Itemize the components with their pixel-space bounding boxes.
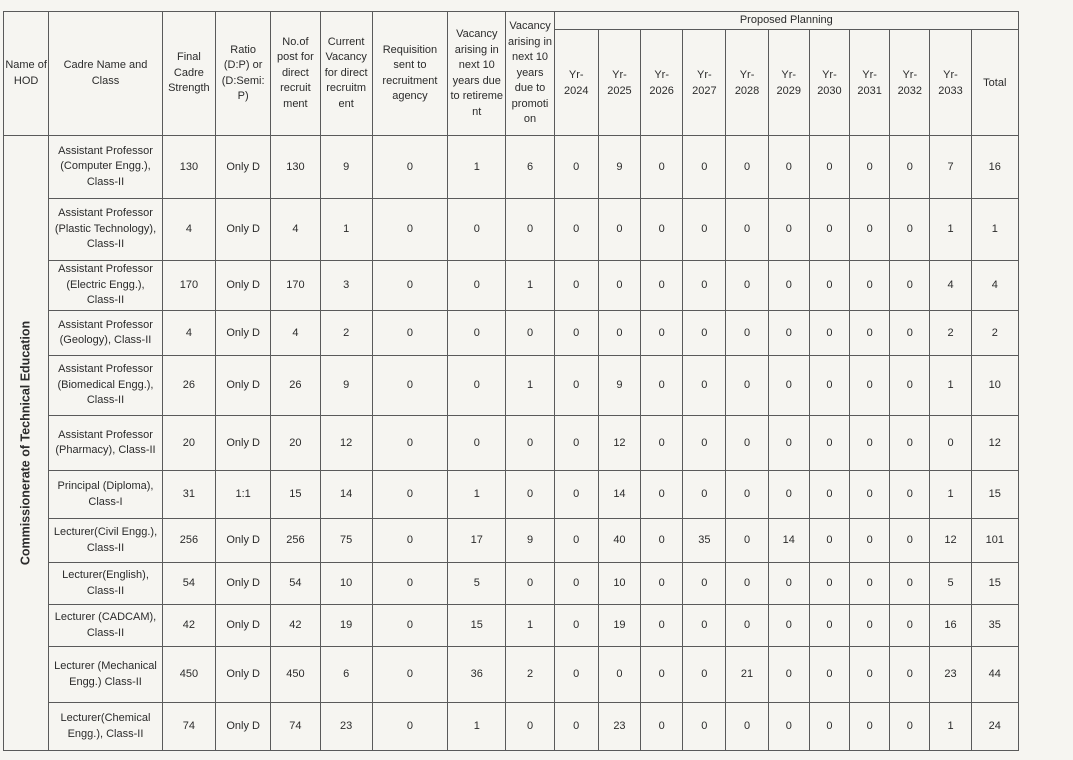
current-vacancy: 14 — [320, 471, 372, 519]
promotion-vacancy: 1 — [506, 605, 554, 647]
final-cadre-strength: 42 — [162, 605, 215, 647]
year-value: 0 — [809, 471, 849, 519]
year-value: 0 — [683, 647, 726, 703]
direct-posts: 170 — [271, 261, 320, 311]
year-value: 0 — [726, 311, 768, 356]
final-cadre-strength: 20 — [162, 416, 215, 471]
year-value: 0 — [554, 703, 598, 751]
year-value: 35 — [683, 519, 726, 563]
header-proposed-planning: Proposed Planning — [554, 12, 1018, 30]
year-value: 0 — [809, 261, 849, 311]
requisition-sent: 0 — [372, 563, 447, 605]
year-value: 0 — [890, 563, 930, 605]
header-final-cadre-strength: Final Cadre Strength — [162, 12, 215, 136]
table-row — [4, 136, 1019, 199]
requisition-sent: 0 — [372, 519, 447, 563]
direct-posts: 4 — [271, 199, 320, 261]
cadre-name: Assistant Professor (Plastic Technology), Class-II — [49, 199, 163, 261]
row-total: 1 — [971, 199, 1018, 261]
direct-posts: 26 — [271, 356, 320, 416]
hod-name-cell — [4, 136, 49, 751]
year-value: 0 — [683, 199, 726, 261]
year-value: 0 — [598, 261, 640, 311]
header-year: Yr- 2029 — [768, 30, 809, 136]
year-value: 0 — [554, 311, 598, 356]
final-cadre-strength: 4 — [162, 311, 215, 356]
promotion-vacancy: 1 — [506, 356, 554, 416]
direct-posts: 450 — [271, 647, 320, 703]
year-value: 0 — [554, 647, 598, 703]
year-value: 0 — [641, 416, 683, 471]
current-vacancy: 9 — [320, 136, 372, 199]
year-value: 0 — [554, 471, 598, 519]
ratio: Only D — [216, 519, 271, 563]
retirement-vacancy: 15 — [448, 605, 506, 647]
cadre-name: Lecturer (Mechanical Engg.) Class-II — [49, 647, 163, 703]
table-row — [4, 356, 1019, 416]
retirement-vacancy: 0 — [448, 311, 506, 356]
header-year: Yr- 2030 — [809, 30, 849, 136]
final-cadre-strength: 170 — [162, 261, 215, 311]
requisition-sent: 0 — [372, 416, 447, 471]
cadre-name: Lecturer(English), Class-II — [49, 563, 163, 605]
requisition-sent: 0 — [372, 311, 447, 356]
year-value: 0 — [850, 703, 890, 751]
cadre-name: Assistant Professor (Computer Engg.), Class-II — [49, 136, 163, 199]
year-value: 14 — [768, 519, 809, 563]
requisition-sent: 0 — [372, 356, 447, 416]
requisition-sent: 0 — [372, 261, 447, 311]
retirement-vacancy: 1 — [448, 471, 506, 519]
year-value: 0 — [641, 136, 683, 199]
year-value: 0 — [850, 519, 890, 563]
row-total: 15 — [971, 563, 1018, 605]
year-value: 0 — [683, 703, 726, 751]
header-current-vacancy: Current Vacancy for direct recruitm ent — [320, 12, 372, 136]
cadre-name: Principal (Diploma), Class-I — [49, 471, 163, 519]
year-value: 0 — [554, 605, 598, 647]
year-value: 0 — [890, 136, 930, 199]
row-total: 15 — [971, 471, 1018, 519]
current-vacancy: 9 — [320, 356, 372, 416]
year-value: 0 — [850, 311, 890, 356]
year-value: 0 — [890, 261, 930, 311]
row-total: 10 — [971, 356, 1018, 416]
year-value: 0 — [726, 563, 768, 605]
year-value: 5 — [930, 563, 971, 605]
table-row — [4, 199, 1019, 261]
table-row — [4, 605, 1019, 647]
year-value: 19 — [598, 605, 640, 647]
cadre-name: Assistant Professor (Pharmacy), Class-II — [49, 416, 163, 471]
year-value: 0 — [850, 563, 890, 605]
current-vacancy: 19 — [320, 605, 372, 647]
year-value: 0 — [683, 416, 726, 471]
header-requisition: Requisition sent to recruitment agency — [372, 12, 447, 136]
year-value: 0 — [930, 416, 971, 471]
table-row — [4, 563, 1019, 605]
promotion-vacancy: 0 — [506, 703, 554, 751]
year-value: 0 — [683, 563, 726, 605]
year-value: 9 — [598, 356, 640, 416]
year-value: 0 — [641, 199, 683, 261]
retirement-vacancy: 0 — [448, 261, 506, 311]
row-total: 16 — [971, 136, 1018, 199]
year-value: 0 — [554, 136, 598, 199]
current-vacancy: 23 — [320, 703, 372, 751]
year-value: 12 — [598, 416, 640, 471]
header-year: Yr- 2024 — [554, 30, 598, 136]
current-vacancy: 1 — [320, 199, 372, 261]
promotion-vacancy: 0 — [506, 311, 554, 356]
year-value: 0 — [554, 261, 598, 311]
promotion-vacancy: 0 — [506, 416, 554, 471]
year-value: 0 — [850, 356, 890, 416]
cadre-name: Lecturer(Chemical Engg.), Class-II — [49, 703, 163, 751]
year-value: 0 — [850, 647, 890, 703]
year-value: 0 — [850, 471, 890, 519]
retirement-vacancy: 1 — [448, 136, 506, 199]
retirement-vacancy: 0 — [448, 199, 506, 261]
year-value: 0 — [726, 519, 768, 563]
year-value: 0 — [683, 136, 726, 199]
header-year: Yr- 2025 — [598, 30, 640, 136]
cadre-name: Assistant Professor (Electric Engg.), Class-II — [49, 261, 163, 311]
year-value: 0 — [726, 416, 768, 471]
row-total: 2 — [971, 311, 1018, 356]
requisition-sent: 0 — [372, 471, 447, 519]
year-value: 4 — [930, 261, 971, 311]
header-year: Yr- 2028 — [726, 30, 768, 136]
year-value: 0 — [641, 471, 683, 519]
retirement-vacancy: 5 — [448, 563, 506, 605]
header-year: Yr- 2026 — [641, 30, 683, 136]
year-value: 0 — [683, 471, 726, 519]
year-value: 0 — [683, 605, 726, 647]
year-value: 0 — [726, 605, 768, 647]
ratio: Only D — [216, 311, 271, 356]
requisition-sent: 0 — [372, 199, 447, 261]
year-value: 23 — [598, 703, 640, 751]
header-hod: Name of HOD — [4, 12, 49, 136]
direct-posts: 130 — [271, 136, 320, 199]
header-direct-posts: No.of post for direct recruit ment — [271, 12, 320, 136]
year-value: 0 — [890, 703, 930, 751]
table-row — [4, 647, 1019, 703]
retirement-vacancy: 17 — [448, 519, 506, 563]
final-cadre-strength: 54 — [162, 563, 215, 605]
year-value: 0 — [554, 356, 598, 416]
header-promotion-vacancy: Vacancy arising in next 10 years due to promoti on — [506, 12, 554, 136]
current-vacancy: 10 — [320, 563, 372, 605]
year-value: 0 — [768, 471, 809, 519]
year-value: 0 — [726, 703, 768, 751]
year-value: 0 — [809, 199, 849, 261]
year-value: 12 — [930, 519, 971, 563]
retirement-vacancy: 0 — [448, 356, 506, 416]
year-value: 0 — [598, 199, 640, 261]
ratio: Only D — [216, 261, 271, 311]
year-value: 16 — [930, 605, 971, 647]
current-vacancy: 3 — [320, 261, 372, 311]
year-value: 0 — [641, 703, 683, 751]
year-value: 0 — [768, 416, 809, 471]
year-value: 2 — [930, 311, 971, 356]
table-row — [4, 311, 1019, 356]
row-total: 12 — [971, 416, 1018, 471]
ratio: Only D — [216, 563, 271, 605]
year-value: 0 — [768, 605, 809, 647]
cadre-name: Lecturer (CADCAM), Class-II — [49, 605, 163, 647]
final-cadre-strength: 256 — [162, 519, 215, 563]
year-value: 0 — [768, 647, 809, 703]
promotion-vacancy: 1 — [506, 261, 554, 311]
cadre-name: Assistant Professor (Geology), Class-II — [49, 311, 163, 356]
year-value: 0 — [850, 199, 890, 261]
year-value: 0 — [850, 416, 890, 471]
ratio: Only D — [216, 416, 271, 471]
header-ratio: Ratio (D:P) or (D:Semi: P) — [216, 12, 271, 136]
header-cadre: Cadre Name and Class — [49, 12, 163, 136]
table-row — [4, 519, 1019, 563]
year-value: 0 — [850, 136, 890, 199]
year-value: 0 — [641, 356, 683, 416]
year-value: 0 — [890, 605, 930, 647]
direct-posts: 256 — [271, 519, 320, 563]
promotion-vacancy: 9 — [506, 519, 554, 563]
year-value: 21 — [726, 647, 768, 703]
final-cadre-strength: 74 — [162, 703, 215, 751]
recruitment-table-wrapper — [3, 11, 1019, 751]
year-value: 0 — [598, 311, 640, 356]
year-value: 0 — [809, 703, 849, 751]
year-value: 0 — [890, 199, 930, 261]
year-value: 0 — [641, 311, 683, 356]
year-value: 0 — [890, 519, 930, 563]
year-value: 23 — [930, 647, 971, 703]
row-total: 35 — [971, 605, 1018, 647]
direct-posts: 15 — [271, 471, 320, 519]
year-value: 0 — [809, 519, 849, 563]
year-value: 0 — [890, 471, 930, 519]
current-vacancy: 2 — [320, 311, 372, 356]
ratio: Only D — [216, 199, 271, 261]
year-value: 0 — [890, 416, 930, 471]
year-value: 0 — [554, 563, 598, 605]
row-total: 4 — [971, 261, 1018, 311]
year-value: 0 — [768, 311, 809, 356]
promotion-vacancy: 6 — [506, 136, 554, 199]
requisition-sent: 0 — [372, 703, 447, 751]
direct-posts: 54 — [271, 563, 320, 605]
final-cadre-strength: 4 — [162, 199, 215, 261]
final-cadre-strength: 31 — [162, 471, 215, 519]
current-vacancy: 6 — [320, 647, 372, 703]
year-value: 0 — [809, 136, 849, 199]
promotion-vacancy: 2 — [506, 647, 554, 703]
header-year: Yr- 2031 — [850, 30, 890, 136]
ratio: Only D — [216, 356, 271, 416]
year-value: 0 — [809, 605, 849, 647]
header-year: Yr- 2027 — [683, 30, 726, 136]
year-value: 0 — [850, 261, 890, 311]
year-value: 7 — [930, 136, 971, 199]
cadre-name: Assistant Professor (Biomedical Engg.), Class-II — [49, 356, 163, 416]
header-year: Yr- 2032 — [890, 30, 930, 136]
current-vacancy: 75 — [320, 519, 372, 563]
final-cadre-strength: 450 — [162, 647, 215, 703]
year-value: 14 — [598, 471, 640, 519]
header-retirement-vacancy: Vacancy arising in next 10 years due to retireme nt — [448, 12, 506, 136]
year-value: 0 — [768, 563, 809, 605]
promotion-vacancy: 0 — [506, 199, 554, 261]
cadre-name: Lecturer(Civil Engg.), Class-II — [49, 519, 163, 563]
direct-posts: 74 — [271, 703, 320, 751]
year-value: 0 — [683, 311, 726, 356]
header-year: Yr- 2033 — [930, 30, 971, 136]
year-value: 0 — [768, 703, 809, 751]
retirement-vacancy: 36 — [448, 647, 506, 703]
requisition-sent: 0 — [372, 136, 447, 199]
year-value: 0 — [683, 261, 726, 311]
year-value: 10 — [598, 563, 640, 605]
year-value: 0 — [641, 261, 683, 311]
direct-posts: 20 — [271, 416, 320, 471]
ratio: 1:1 — [216, 471, 271, 519]
year-value: 0 — [768, 356, 809, 416]
current-vacancy: 12 — [320, 416, 372, 471]
row-total: 101 — [971, 519, 1018, 563]
year-value: 0 — [809, 416, 849, 471]
year-value: 1 — [930, 703, 971, 751]
year-value: 0 — [768, 261, 809, 311]
year-value: 1 — [930, 471, 971, 519]
year-value: 0 — [850, 605, 890, 647]
year-value: 0 — [554, 416, 598, 471]
year-value: 0 — [641, 605, 683, 647]
year-value: 0 — [726, 199, 768, 261]
requisition-sent: 0 — [372, 605, 447, 647]
year-value: 0 — [726, 261, 768, 311]
year-value: 0 — [641, 647, 683, 703]
row-total: 24 — [971, 703, 1018, 751]
year-value: 1 — [930, 199, 971, 261]
final-cadre-strength: 130 — [162, 136, 215, 199]
year-value: 0 — [890, 311, 930, 356]
year-value: 1 — [930, 356, 971, 416]
year-value: 40 — [598, 519, 640, 563]
promotion-vacancy: 0 — [506, 563, 554, 605]
year-value: 0 — [598, 647, 640, 703]
requisition-sent: 0 — [372, 647, 447, 703]
ratio: Only D — [216, 605, 271, 647]
year-value: 0 — [809, 563, 849, 605]
year-value: 0 — [890, 356, 930, 416]
year-value: 0 — [554, 199, 598, 261]
ratio: Only D — [216, 647, 271, 703]
year-value: 0 — [809, 356, 849, 416]
year-value: 0 — [726, 356, 768, 416]
table-row — [4, 416, 1019, 471]
year-value: 0 — [809, 311, 849, 356]
year-value: 0 — [890, 647, 930, 703]
year-value: 0 — [768, 199, 809, 261]
promotion-vacancy: 0 — [506, 471, 554, 519]
table-row — [4, 471, 1019, 519]
year-value: 0 — [554, 519, 598, 563]
year-value: 0 — [641, 563, 683, 605]
ratio: Only D — [216, 703, 271, 751]
direct-posts: 4 — [271, 311, 320, 356]
direct-posts: 42 — [271, 605, 320, 647]
year-value: 0 — [809, 647, 849, 703]
retirement-vacancy: 0 — [448, 416, 506, 471]
year-value: 0 — [726, 471, 768, 519]
final-cadre-strength: 26 — [162, 356, 215, 416]
retirement-vacancy: 1 — [448, 703, 506, 751]
row-total: 44 — [971, 647, 1018, 703]
header-total: Total — [971, 30, 1018, 136]
table-row — [4, 261, 1019, 311]
year-value: 0 — [683, 356, 726, 416]
hod-name: Commissionerate of Technical Education — [18, 320, 33, 566]
year-value: 0 — [768, 136, 809, 199]
year-value: 0 — [726, 136, 768, 199]
table-row — [4, 703, 1019, 751]
ratio: Only D — [216, 136, 271, 199]
year-value: 0 — [641, 519, 683, 563]
recruitment-table — [3, 11, 1019, 751]
year-value: 9 — [598, 136, 640, 199]
